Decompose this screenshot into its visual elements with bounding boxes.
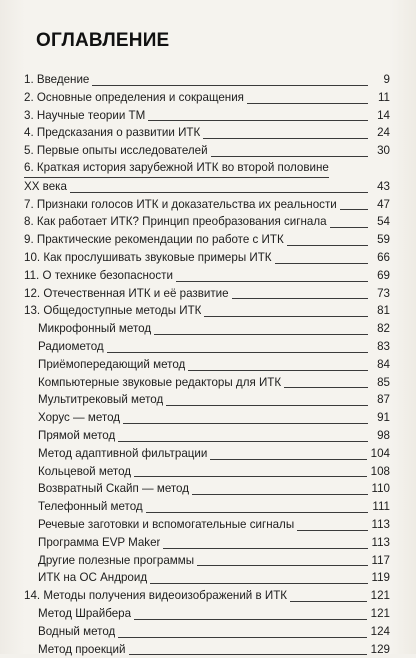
toc-entry[interactable] [24,107,390,125]
toc-entry-page: 110 [372,480,390,498]
toc-entry-page: 11 [372,89,390,107]
toc-subentry[interactable] [24,569,390,587]
toc-leader-line [118,441,368,442]
toc-entry-page: 129 [371,641,390,658]
toc-subentry[interactable] [24,409,390,427]
toc-subentry-label: Приёмопередающий метод [24,356,185,374]
toc-entry[interactable] [24,213,390,231]
toc-subentry[interactable] [24,534,390,552]
toc-subentry[interactable] [24,374,390,392]
toc-subentry-label: Речевые заготовки и вспомогательные сигналы [24,516,294,534]
toc-subentry[interactable] [24,480,390,498]
toc-leader-line [204,316,368,317]
toc-leader-line [188,370,368,371]
toc-entry-page: 87 [372,391,390,409]
toc-leader-line [290,601,367,602]
toc-subentry[interactable] [24,445,390,463]
toc-entry-page: 43 [372,178,390,196]
toc-subentry-label: Другие полезные программы [24,552,194,570]
toc-entry-page: 66 [372,249,390,267]
toc-subentry-label: Водный метод [24,623,115,641]
toc-subentry-label: Телефонный метод [24,498,143,516]
toc-subentry-label: ИТК на ОС Андроид [24,569,147,587]
toc-leader-line [330,227,368,228]
toc-entry-page: 59 [372,231,390,249]
toc-leader-line [148,120,368,121]
toc-entry-label: 2. Основные определения и сокращения [24,89,244,107]
toc-leader-line [134,476,367,477]
toc-leader-line [118,637,366,638]
toc-entry-label: 14. Методы получения видеоизображений в ИТК [24,587,287,605]
toc-entry-page: 121 [371,587,390,605]
toc-entry-label: 10. Как прослушивать звуковые примеры ИТК [24,249,272,267]
toc-subentry-label: Метод Шрайбера [24,605,131,623]
toc-entry-page: 91 [372,409,390,427]
toc-leader-line [107,352,368,353]
toc-leader-line [163,548,367,549]
toc-subentry-label: Микрофонный метод [24,320,151,338]
toc-leader-line [287,245,368,246]
toc-subentry[interactable] [24,320,390,338]
toc-entry-label: 5. Первые опыты исследователей [24,142,208,160]
toc-entry-page: 47 [372,196,390,214]
toc-entry[interactable] [24,89,390,107]
toc-entry-label: 12. Отечественная ИТК и её развитие [24,285,229,303]
toc-leader-line [232,298,368,299]
toc-entry[interactable] [24,302,390,320]
toc-entry-label-continued: XX века [24,178,67,196]
toc-subentry[interactable] [24,338,390,356]
toc-entry-page: 119 [372,569,390,587]
toc-subentry[interactable] [24,516,390,534]
toc-entry-page: 81 [372,302,390,320]
toc-leader-line [340,209,368,210]
toc-entry-label: 9. Практические рекомендации по работе с ИТК [24,231,284,249]
toc-leader-line [154,334,368,335]
toc-entry-label: 4. Предсказания о развитии ИТК [24,124,200,142]
toc-leader-line [166,405,368,406]
toc-leader-line [275,263,368,264]
toc-entry-label: 11. О технике безопасности [24,267,173,285]
toc-subentry[interactable] [24,463,390,481]
toc-subentry[interactable] [24,623,390,641]
toc-leader-line [70,192,368,193]
toc-entry-page: 108 [371,463,390,481]
toc-entry-page: 85 [372,374,390,392]
toc-subentry-label: Радиометод [24,338,104,356]
toc-subentry-label: Компьютерные звуковые редакторы для ИТК [24,374,281,392]
toc-entry-page: 24 [372,124,390,142]
toc-entry-page: 113 [372,534,390,552]
toc-leader-line [197,565,367,566]
toc-subentry-label: Мультитрековый метод [24,391,163,409]
toc-subentry[interactable] [24,605,390,623]
toc-entry-label: 6. Краткая история зарубежной ИТК во второй половине [24,159,329,178]
toc-entry-page: 69 [372,267,390,285]
toc-subentry[interactable] [24,641,390,658]
toc-entry[interactable] [24,285,390,303]
toc-entry[interactable] [24,267,390,285]
toc-leader-line [247,103,368,104]
toc-leader-line [146,512,368,513]
toc-leader-line [123,423,368,424]
toc-entry-page: 111 [372,498,390,516]
toc-entry[interactable] [24,587,390,605]
toc-entry-page: 84 [372,356,390,374]
toc-leader-line [284,387,368,388]
toc-subentry-label: Хорус — метод [24,409,120,427]
toc-leader-line [134,619,367,620]
page-title: ОГЛАВЛЕНИЕ [36,30,169,52]
toc-leader-line [297,530,367,531]
toc-entry-page: 54 [372,213,390,231]
toc-entry-page: 30 [372,142,390,160]
toc-entry[interactable] [24,160,390,196]
toc-entry-page: 9 [372,71,390,89]
toc-subentry[interactable] [24,498,390,516]
toc-subentry-label: Программа EVP Maker [24,534,160,552]
table-of-contents [24,71,390,658]
toc-subentry[interactable] [24,356,390,374]
toc-leader-line [92,85,368,86]
toc-subentry-label: Кольцевой метод [24,463,131,481]
toc-subentry-label: Метод адаптивной фильтрации [24,445,207,463]
toc-entry-label: 3. Научные теории ТМ [24,107,145,125]
toc-entry-page: 14 [372,107,390,125]
toc-subentry-label: Прямой метод [24,427,115,445]
toc-subentry[interactable] [24,391,390,409]
toc-subentry-label: Метод проекций [24,641,126,658]
toc-entry-page: 82 [372,320,390,338]
toc-subentry[interactable] [24,427,390,445]
toc-entry[interactable] [24,249,390,267]
toc-entry-page: 83 [372,338,390,356]
toc-subentry[interactable] [24,552,390,570]
toc-entry[interactable] [24,196,390,214]
toc-entry-page: 104 [371,445,390,463]
toc-entry-page: 121 [371,605,390,623]
toc-entry-label: 7. Признаки голосов ИТК и доказательства их реальности [24,196,337,214]
toc-leader-line [203,138,368,139]
toc-entry[interactable] [24,142,390,160]
toc-leader-line [192,494,367,495]
toc-leader-line [176,281,368,282]
toc-entry-page: 73 [372,285,390,303]
toc-leader-line [211,156,368,157]
toc-entry-page: 124 [371,623,390,641]
toc-entry-page: 117 [372,552,390,570]
toc-entry[interactable] [24,71,390,89]
toc-entry[interactable] [24,231,390,249]
toc-leader-line [210,459,366,460]
toc-leader-line [129,654,367,655]
toc-entry-label: 13. Общедоступные методы ИТК [24,302,201,320]
toc-entry-page: 113 [372,516,390,534]
toc-subentry-label: Возвратный Скайп — метод [24,480,189,498]
toc-leader-line [150,583,367,584]
toc-entry[interactable] [24,124,390,142]
toc-entry-label: 1. Введение [24,71,89,89]
toc-entry-label: 8. Как работает ИТК? Принцип преобразования сигнала [24,213,327,231]
toc-entry-page: 98 [372,427,390,445]
